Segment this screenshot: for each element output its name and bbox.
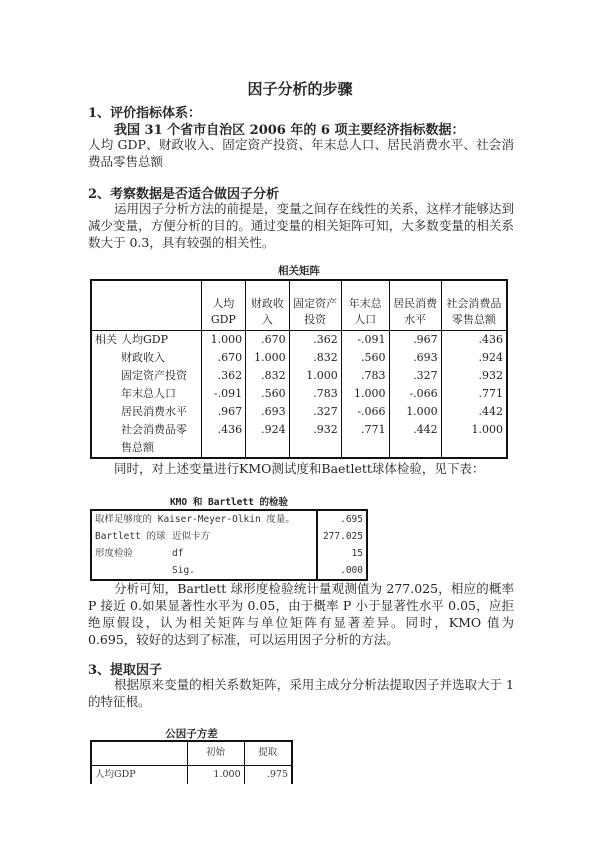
cell: .327	[289, 403, 341, 421]
table-row: Sig. .000	[91, 562, 367, 580]
section-1-subheading: 我国 31 个省市自治区 2006 年的 6 项主要经济指标数据：	[114, 123, 465, 138]
section-1-text: 人均 GDP、财政收入、固定资产投资、年末总人口、居民消费水平、社会消费品零售总额	[88, 137, 514, 169]
cell: .436	[201, 421, 246, 458]
table-row	[91, 385, 507, 403]
row-label: 相关 人均GDP	[91, 330, 201, 349]
section-2-paragraph: 运用因子分析方法的前提是，变量之间存在线性的关系，这样才能够达到减少变量，方便分析的目的。通过变量的相关矩阵可知，大多数变量的相关系数大于 0.3，具有较强的相关性。	[88, 201, 515, 250]
cell: -.091	[201, 385, 246, 403]
row-label: 财政收入	[121, 350, 165, 364]
cell: .932	[441, 367, 507, 385]
communalities-caption: 公因子方差	[165, 728, 218, 740]
cell: .783	[341, 367, 389, 385]
correlation-caption: 相关矩阵	[278, 265, 320, 277]
cell: .442	[389, 421, 441, 458]
page-title: 因子分析的步骤	[247, 80, 353, 98]
table-row: df 15	[91, 545, 367, 562]
table-row	[91, 367, 507, 385]
cell: .783	[289, 385, 341, 403]
cell: .670	[201, 349, 246, 367]
table-row	[91, 403, 507, 421]
cell: .693	[246, 403, 289, 421]
cell: -.091	[341, 330, 389, 349]
section-1-heading: 1、评价指标体系：	[88, 106, 202, 121]
col-header: 财政收入	[246, 280, 289, 330]
kmo-table	[90, 509, 368, 581]
cell: .560	[341, 349, 389, 367]
cell: 1.000	[341, 385, 389, 403]
row-group-label: 相关	[95, 332, 117, 346]
cell: .771	[441, 385, 507, 403]
kmo-caption: KMO 和 Bartlett 的检验	[169, 497, 289, 508]
section-2-heading: 2、考察数据是否适合做因子分析	[88, 187, 280, 202]
cell: .967	[389, 330, 441, 349]
col-header: 社会消费品零售总额	[441, 280, 507, 330]
cell: .362	[201, 367, 246, 385]
cell: .560	[246, 385, 289, 403]
cell: .442	[441, 403, 507, 421]
cell: .967	[201, 403, 246, 421]
cell: .832	[289, 349, 341, 367]
cell: 1.000	[389, 403, 441, 421]
cell: 1.000	[289, 367, 341, 385]
cell: -.066	[341, 403, 389, 421]
analysis-paragraph: 分析可知，Bartlett 球形度检验统计量观测值为 277.025，相应的概率 P 接近 0.如果显著性水平为 0.05，由于概率 P 小于显著性水平 0.05，应拒绝原假设，认为相关矩阵与单位矩阵有显著差异。同时，KMO 值为 0.695，较好的达到了标准，可以运用因子分析的方法。	[88, 581, 514, 647]
table-row	[91, 421, 507, 458]
col-header: 人均GDP	[201, 280, 246, 330]
row-label: 居民消费水平	[121, 404, 187, 418]
cell: .832	[246, 367, 289, 385]
row-label: 固定资产投资	[121, 368, 187, 382]
cell: .362	[289, 330, 341, 349]
cell: 1.000	[246, 349, 289, 367]
cell: 1.000	[201, 330, 246, 349]
section-3-heading: 3、提取因子	[88, 663, 163, 678]
kmo-intro: 同时，对上述变量进行KMO测试度和Baetlett球体检验，见下表：	[114, 461, 485, 476]
cell: .327	[389, 367, 441, 385]
cell: .924	[441, 349, 507, 367]
correlation-table	[90, 279, 508, 459]
table-row	[91, 349, 507, 367]
cell: .771	[341, 421, 389, 458]
cell: .932	[289, 421, 341, 458]
col-header: 年末总人口	[341, 280, 389, 330]
cell: .670	[246, 330, 289, 349]
table-row: 取样足够度的 Kaiser-Meyer-Olkin 度量。 .695	[91, 510, 367, 528]
cell: .436	[441, 330, 507, 349]
cell: .924	[246, 421, 289, 458]
communalities-table: 初始 提取 人均GDP 1.000 .975	[90, 740, 293, 784]
table-row: Bartlett 的球形度检验 近似卡方 277.025	[91, 528, 367, 545]
section-3-paragraph: 根据原来变量的相关系数矩阵，采用主成分分析法提取因子并选取大于 1 的特征根。	[88, 677, 514, 709]
cell: -.066	[389, 385, 441, 403]
row-label: 年末总人口	[121, 386, 176, 400]
cell: 1.000	[441, 421, 507, 458]
cell: .693	[389, 349, 441, 367]
table-row	[91, 330, 507, 349]
col-header: 居民消费水平	[389, 280, 441, 330]
row-label: 社会消费品零售总额	[121, 422, 187, 454]
table-row: 人均GDP 1.000 .975	[91, 765, 292, 784]
col-header: 固定资产投资	[289, 280, 341, 330]
